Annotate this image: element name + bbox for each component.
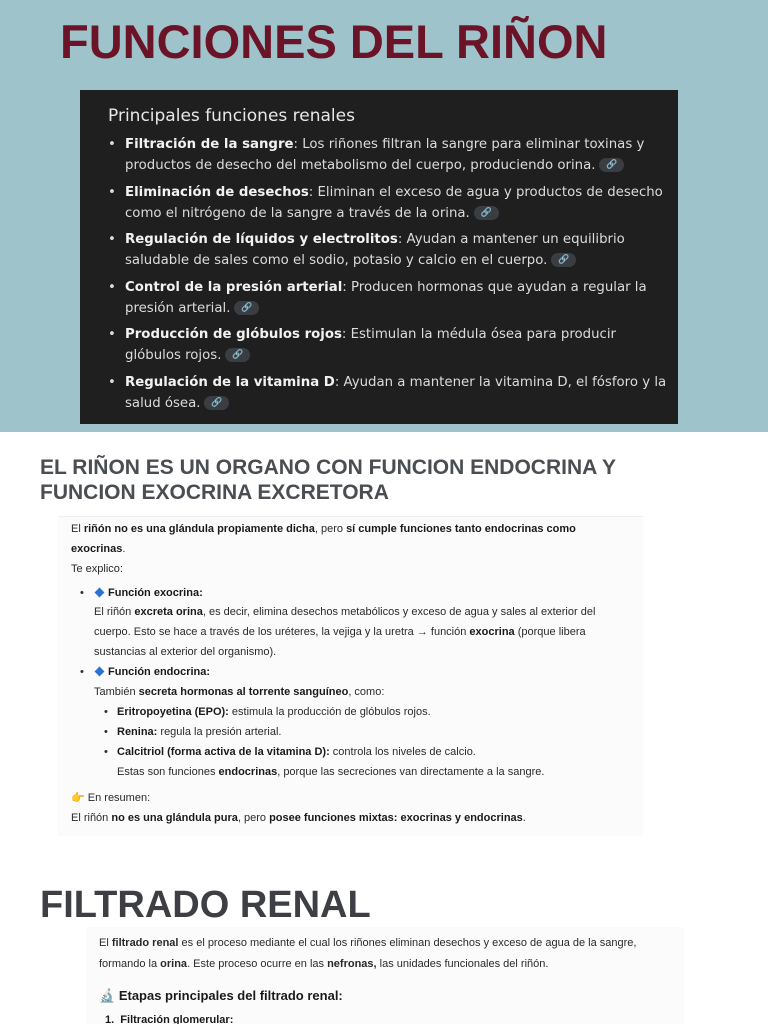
diamond-icon: [95, 667, 105, 677]
link-icon[interactable]: 🔗: [551, 253, 576, 267]
pointing-hand-icon: 👉: [71, 792, 85, 804]
diamond-icon: [95, 588, 105, 598]
filtrado-subheading: 🔬 Etapas principales del filtrado renal:: [99, 988, 343, 1003]
step-item: 1. Filtración glomerular:: [105, 1014, 234, 1024]
panel-heading: Principales funciones renales: [108, 106, 355, 126]
hormone-item: Eritropoyetina (EPO): estimula la producción de glóbulos rojos.: [117, 706, 431, 718]
link-icon[interactable]: 🔗: [599, 158, 624, 172]
hormone-item: Calcitriol (forma activa de la vitamina D): controla los niveles de calcio.: [117, 746, 476, 758]
list-item: • Eliminación de desechos: Eliminan el exceso de agua y productos de desecho como el nitrógeno de la sangre a través de la orina. 🔗: [108, 182, 668, 224]
functions-list: [108, 134, 668, 419]
list-item: • Regulación de la vitamina D: Ayudan a mantener la vitamina D, el fósforo y la salud ósea. 🔗: [108, 372, 668, 414]
link-icon[interactable]: 🔗: [474, 206, 499, 220]
functions-panel: [80, 90, 678, 424]
filtrado-block: [86, 927, 684, 1024]
link-icon[interactable]: 🔗: [225, 348, 250, 362]
endo-title: Función endocrina:: [94, 662, 210, 682]
exo-title: Función exocrina:: [94, 583, 203, 603]
link-icon[interactable]: 🔗: [204, 396, 229, 410]
summary-label: 👉 En resumen:: [71, 792, 151, 804]
explanation-block: El riñón no es una glándula propiamente dicha, pero sí cumple funciones tanto endocrinas como exocrinas. Te explico: • Función exocrina: El riñón excreta orina, es decir, elimina desechos metabólicos y exceso de agua y sales al exterior del cuerpo. Esto se hace a través de los uréteres, la vejiga y la uretra → función exocrina (porque libera sustancias al exterior del organismo). • Función endocrina: También secreta hormonas al torrente sanguíneo, como: • Eritropoyetina (EPO): estimula la producción de glóbulos rojos. • Renina: regula la presión arterial. • Calcitriol (forma activa de la vitamina D): controla los niveles de calcio. Estas son funciones endocrinas, porque las secreciones van directamente a la sangre. 👉 En resumen: El riñón no es una glándula pura, pero posee funciones mixtas: exocrinas y endocrinas.: [58, 516, 643, 836]
filtrado-title: FILTRADO RENAL: [40, 884, 371, 926]
endo-paragraph: También secreta hormonas al torrente sanguíneo, como:: [94, 686, 385, 698]
te-explico: Te explico:: [71, 563, 123, 575]
bullet: •: [80, 587, 84, 599]
bullet: •: [80, 666, 84, 678]
hormone-item: Renina: regula la presión arterial.: [117, 726, 282, 738]
microscope-icon: 🔬: [99, 988, 116, 1003]
list-item: • Control de la presión arterial: Producen hormonas que ayudan a regular la presión arterial. 🔗: [108, 277, 668, 319]
list-item: • Producción de glóbulos rojos: Estimulan la médula ósea para producir glóbulos rojos. 🔗: [108, 324, 668, 366]
link-icon[interactable]: 🔗: [234, 301, 259, 315]
list-item: • Regulación de líquidos y electrolitos: Ayudan a mantener un equilibrio saludable de sales como el sodio, potasio y calcio en el cuerpo. 🔗: [108, 229, 668, 271]
page-title: FUNCIONES DEL RIÑON: [60, 15, 608, 68]
summary-paragraph: El riñón no es una glándula pura, pero posee funciones mixtas: exocrinas y endocrinas.: [71, 812, 526, 824]
intro-paragraph: El riñón no es una glándula propiamente dicha, pero sí cumple funciones tanto endocrinas como exocrinas.: [71, 523, 576, 555]
endo-note: Estas son funciones endocrinas, porque las secreciones van directamente a la sangre.: [117, 766, 545, 778]
list-item: • Filtración de la sangre: Los riñones filtran la sangre para eliminar toxinas y productos de desecho del metabolismo del cuerpo, produciendo orina. 🔗: [108, 134, 668, 176]
filtrado-paragraph: El filtrado renal es el proceso mediante el cual los riñones eliminan desechos y exceso de agua de la sangre, formando la orina. Este proceso ocurre en las nefronas, las unidades funcionales del riñón.: [99, 937, 637, 970]
exo-paragraph: El riñón excreta orina, es decir, elimina desechos metabólicos y exceso de agua y sales al exterior del cuerpo. Esto se hace a través de los uréteres, la vejiga y la uretra → función exocrina (porque libera sustancias al exterior del organismo).: [94, 606, 596, 658]
section-heading: EL RIÑON ES UN ORGANO CON FUNCION ENDOCRINA Y FUNCION EXOCRINA EXCRETORA: [40, 456, 616, 504]
